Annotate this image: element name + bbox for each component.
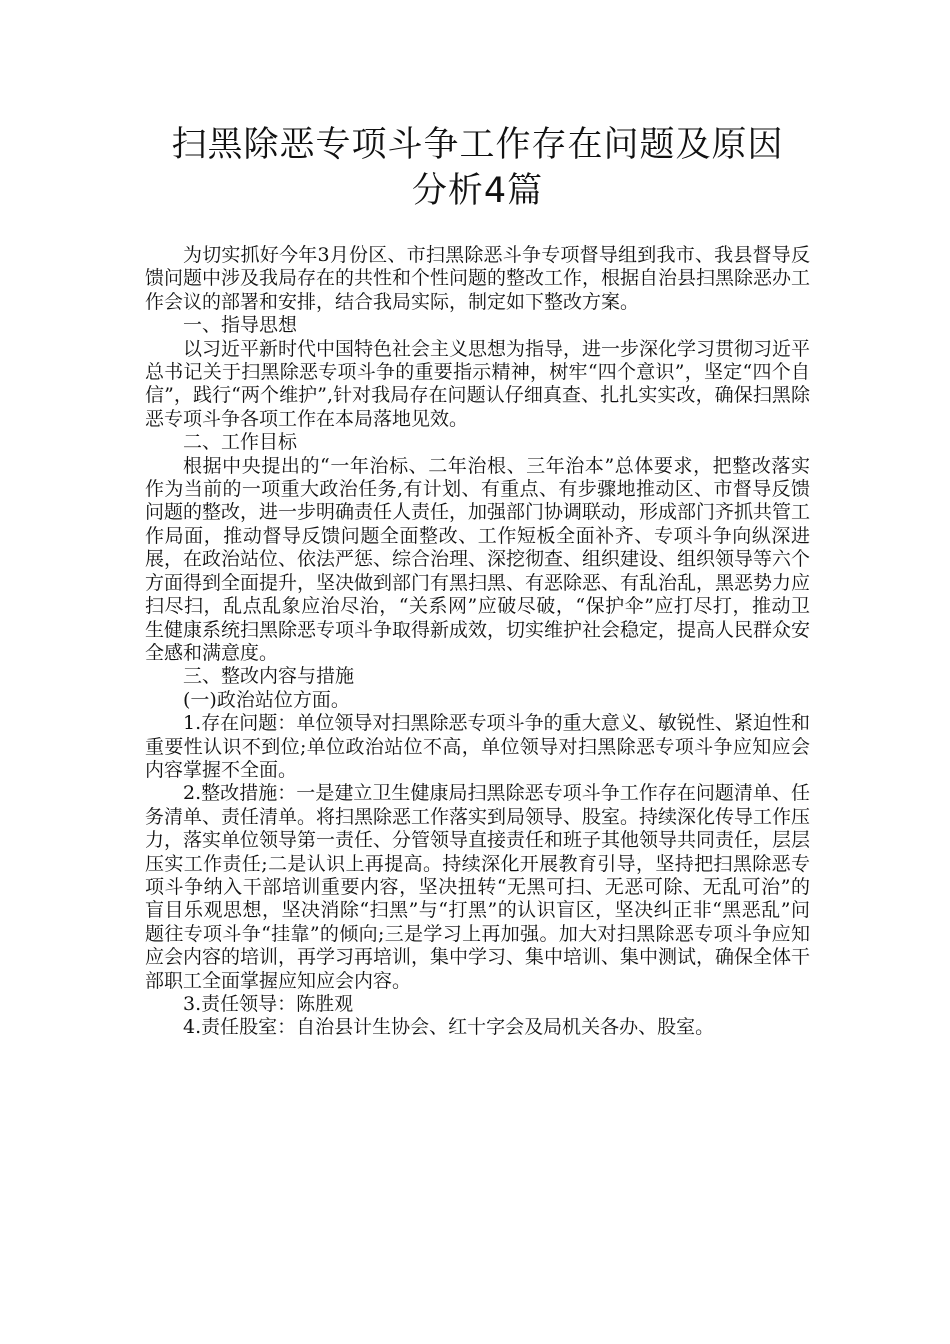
existing-problems-paragraph: 1.存在问题：单位领导对扫黑除恶专项斗争的重大意义、敏锐性、紧迫性和重要性认识不到位;单位政治站位不高，单位领导对扫黑除恶专项斗争应知应会内容掌握不全面。 (145, 712, 810, 781)
document-title (145, 122, 810, 214)
guiding-ideology-paragraph: 以习近平新时代中国特色社会主义思想为指导，进一步深化学习贯彻习近平总书记关于扫黑除恶专项斗争的重要指示精神，树牢“四个意识”，坚定“四个自信”，践行“两个维护”,针对我局存在问题认仔细真查、扎扎实实改，确保扫黑除恶专项斗争各项工作在本局落地见效。 (145, 337, 811, 430)
intro-paragraph: 为切实抓好今年3月份区、市扫黑除恶斗争专项督导组到我市、我县督导反馈问题中涉及我局存在的共性和个性问题的整改工作，根据自治县扫黑除恶办工作会议的部署和安排，结合我局实际，制定如下整改方案。 (145, 244, 811, 313)
section-heading-guiding-ideology: 一、指导思想 (183, 314, 298, 337)
document-body (145, 244, 810, 1040)
title-line-2: 分析4篇 (411, 171, 544, 211)
title-line-1: 扫黑除恶专项斗争工作存在问题及原因 (171, 125, 784, 165)
document-page (145, 122, 810, 1040)
section-heading-work-goals: 二、工作目标 (183, 431, 298, 454)
responsible-leader-line: 3.责任领导：陈胜观 (183, 993, 354, 1015)
responsible-office-line: 4.责任股室：自治县计生协会、红十字会及局机关各办、股室。 (183, 1016, 715, 1039)
work-goals-paragraph: 根据中央提出的“一年治标、二年治根、三年治本”总体要求，把整改落实作为当前的一项重大政治任务,有计划、有重点、有步骤地推动区、市督导反馈问题的整改，进一步明确责任人责任，加强部门协调联动，形成部门齐抓共管工作局面，推动督导反馈问题全面整改、工作短板全面补齐、专项斗争向纵深进展，在政治站位、依法严惩、综合治理、深挖彻查、组织建设、组织领导等六个方面得到全面提升，坚决做到部门有黑扫黑、有恶除恶、有乱治乱，黑恶势力应扫尽扫，乱点乱象应治尽治，“关系网”应破尽破，“保护伞”应打尽打，推动卫生健康系统扫黑除恶专项斗争取得新成效，切实维护社会稳定，提高人民群众安全感和满意度。 (145, 454, 811, 664)
rectification-measures-paragraph: 2.整改措施：一是建立卫生健康局扫黑除恶专项斗争工作存在问题清单、任务清单、责任清单。将扫黑除恶工作落实到局领导、股室。持续深化传导工作压力，落实单位领导第一责任、分管领导直接责任和班子其他领导共同责任，层层压实工作责任;二是认识上再提高。持续深化开展教育引导，坚持把扫黑除恶专项斗争纳入干部培训重要内容，坚决扭转“无黑可扫、无恶可除、无乱可治”的盲目乐观思想，坚决消除“扫黑”与“打黑”的认识盲区，坚决纠正非“黑恶乱”问题往专项斗争“挂靠”的倾向;三是学习上再加强。加大对扫黑除恶专项斗争应知应会内容的培训，再学习再培训，集中学习、集中培训、集中测试，确保全体干部职工全面掌握应知应会内容。 (145, 782, 811, 992)
section-heading-rectification: 三、整改内容与措施 (183, 665, 355, 688)
subsection-heading-political-stance: (一)政治站位方面。 (183, 688, 350, 711)
